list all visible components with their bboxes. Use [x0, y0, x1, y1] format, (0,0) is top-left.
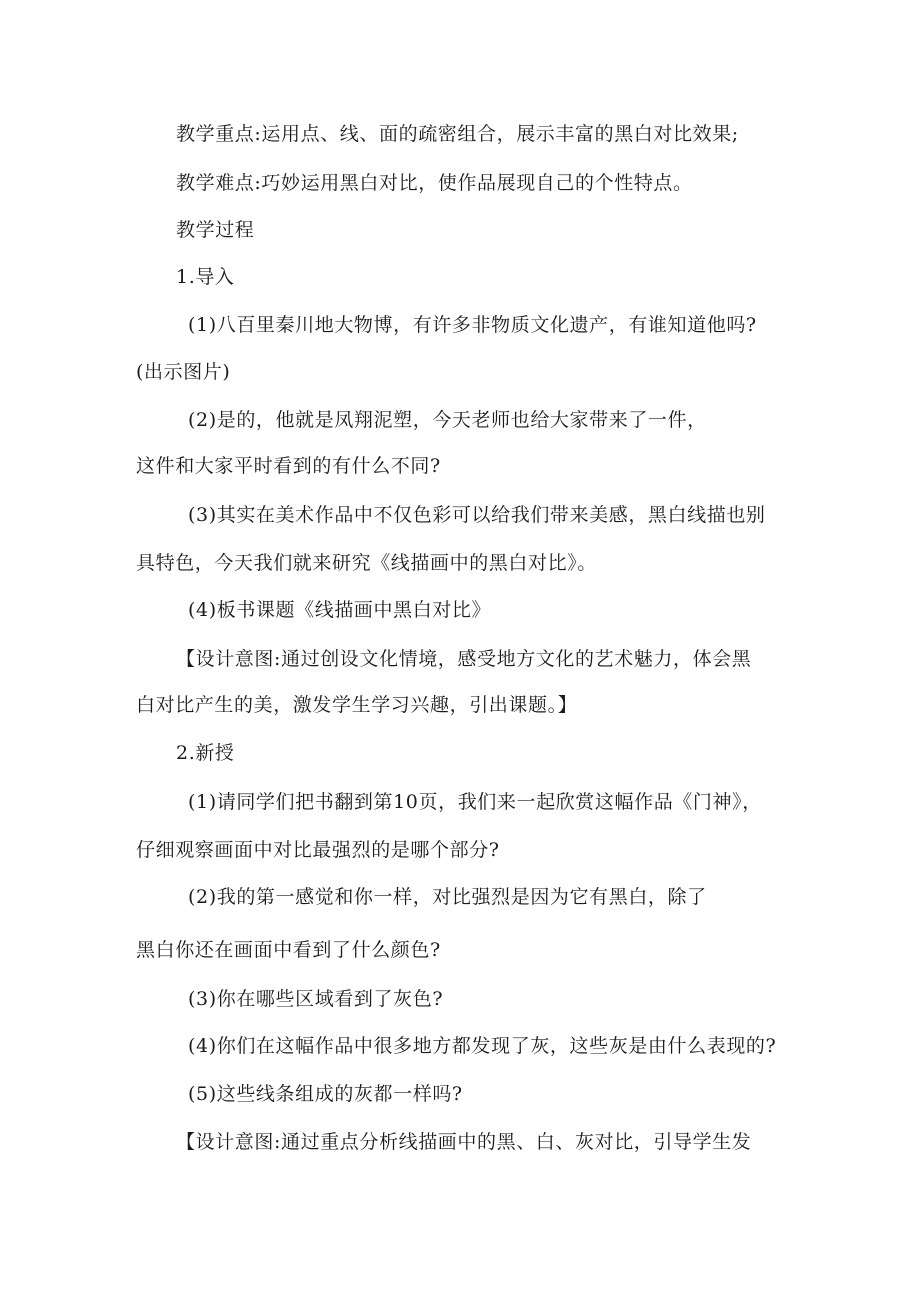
design-intent-2-line-1: 【设计意图:通过重点分析线描画中的黑、白、灰对比，引导学生发 [176, 1131, 752, 1153]
paragraph-6-line-2: 黑白你还在画面中看到了什么颜色? [136, 939, 441, 961]
paragraph-2-line-2: 这件和大家平时看到的有什么不同? [136, 455, 441, 477]
paragraph-5-line-2: 仔细观察画面中对比最强烈的是哪个部分? [136, 839, 500, 861]
teaching-difficulty-line: 教学难点:巧妙运用黑白对比，使作品展现自己的个性特点。 [176, 172, 693, 194]
paragraph-8-line-1: (4)你们在这幅作品中很多地方都发现了灰，这些灰是由什么表现的? [188, 1035, 777, 1057]
teaching-process-heading: 教学过程 [176, 219, 255, 241]
teaching-focus-line: 教学重点:运用点、线、面的疏密组合，展示丰富的黑白对比效果; [176, 123, 739, 145]
paragraph-1-line-1: (1)八百里秦川地大物博，有许多非物质文化遗产，有谁知道他吗? [188, 314, 757, 336]
design-intent-1-line-1: 【设计意图:通过创设文化情境，感受地方文化的艺术魅力，体会黑 [176, 648, 752, 670]
design-intent-1-line-2: 白对比产生的美，激发学生学习兴趣，引出课题。】 [136, 694, 578, 716]
paragraph-6-line-1: (2)我的第一感觉和你一样，对比强烈是因为它有黑白，除了 [188, 886, 707, 908]
paragraph-3-line-1: (3)其实在美术作品中不仅色彩可以给我们带来美感，黑白线描也别 [188, 504, 766, 526]
section-1-heading: 1.导入 [176, 266, 235, 288]
paragraph-4-line-1: (4)板书课题《线描画中黑白对比》 [188, 599, 492, 621]
paragraph-1-line-2: (出示图片) [136, 361, 231, 383]
paragraph-3-line-2: 具特色，今天我们就来研究《线描画中的黑白对比》。 [136, 552, 597, 574]
paragraph-5-line-1: (1)请同学们把书翻到第10页，我们来一起欣赏这幅作品《门神》， [188, 791, 762, 813]
paragraph-2-line-1: (2)是的，他就是凤翔泥塑，今天老师也给大家带来了一件， [188, 409, 707, 431]
paragraph-9-line-1: (5)这些线条组成的灰都一样吗? [188, 1083, 463, 1105]
section-2-heading: 2.新授 [176, 742, 235, 764]
paragraph-7-line-1: (3)你在哪些区域看到了灰色? [188, 988, 444, 1010]
